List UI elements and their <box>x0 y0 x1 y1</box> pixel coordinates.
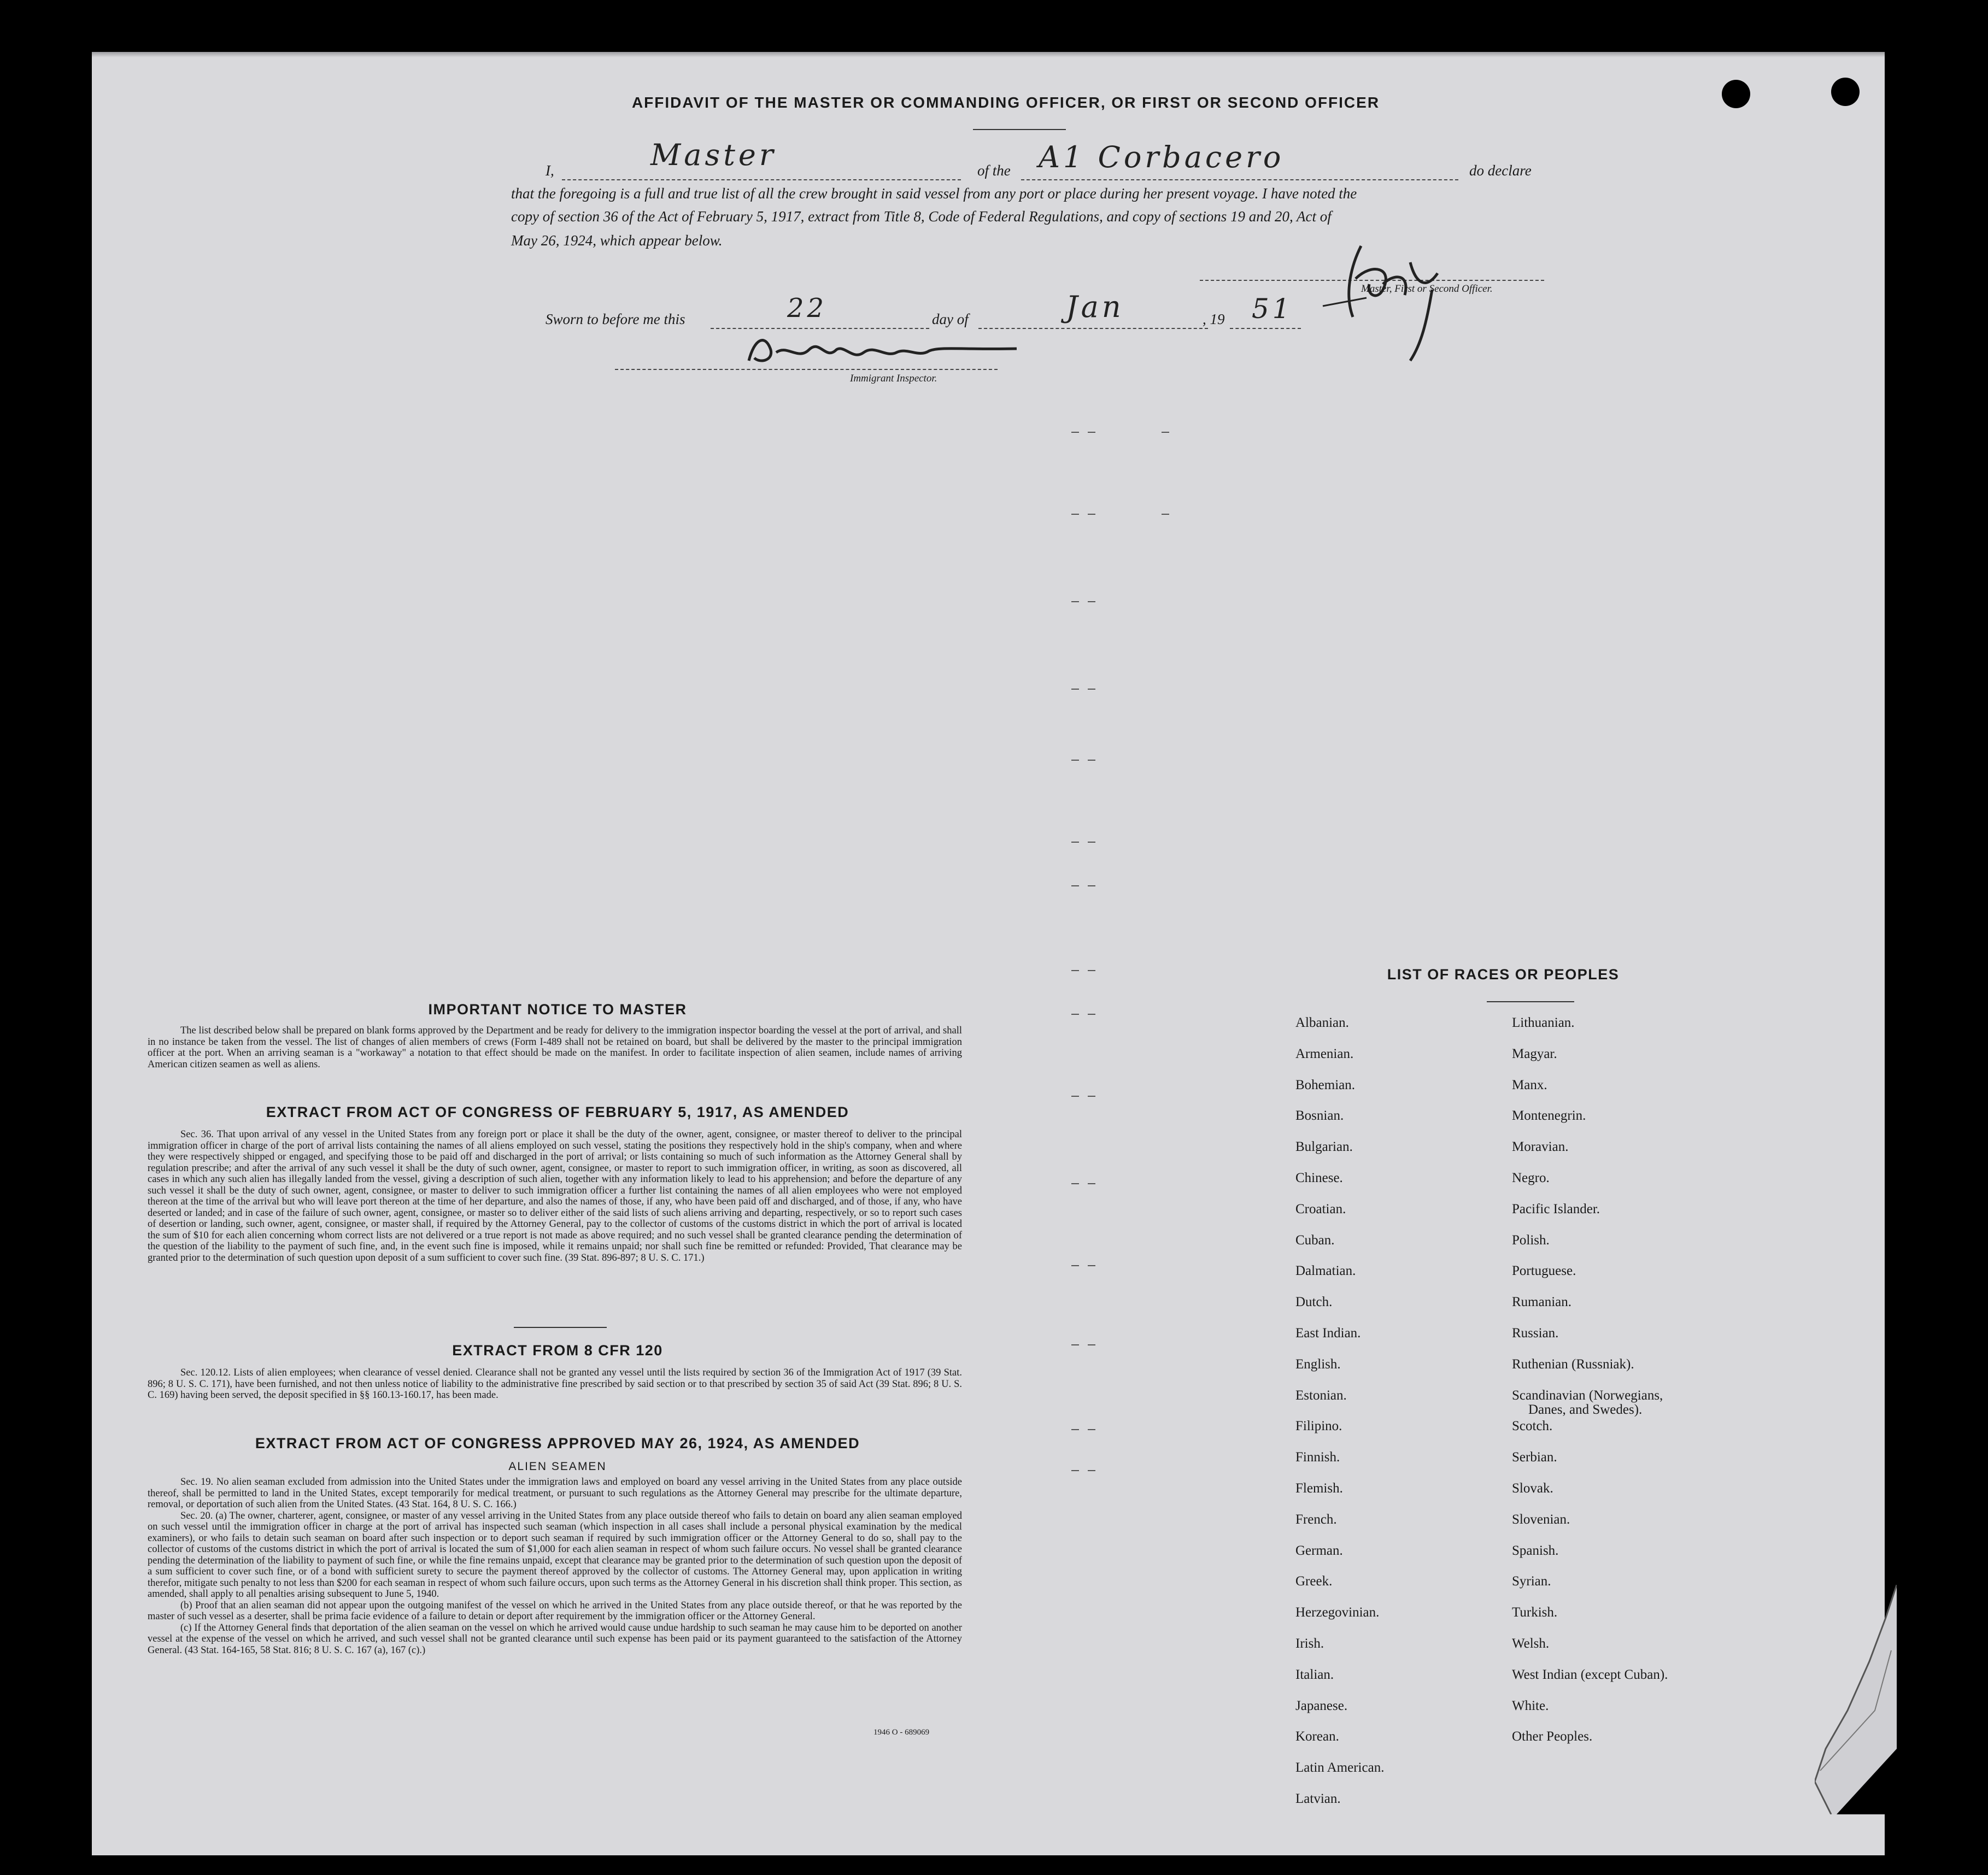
race-item: Welsh. <box>1512 1636 1550 1651</box>
column-tick <box>1071 1183 1079 1184</box>
extract-1924-subtitle: ALIEN SEAMEN <box>508 1460 607 1473</box>
race-item: Finnish. <box>1295 1450 1340 1465</box>
punch-hole <box>1892 278 1921 306</box>
sworn-day: 22 <box>787 293 828 324</box>
section-20a-paragraph: Sec. 20. (a) The owner, charterer, agent, consignee, or master of any vessel arriving in the United States from any place outside thereof who fails to detain on board any alien seaman employed on such vessel until the immigration officer in charge at the port of arrival has inspected such seaman (which inspection in all cases shall include a personal physical examination by the medical examiners), or who fails to detain such seaman on board after such inspection or to deport such seaman if required by such immigration officer or the Attorney General to do so, shall pay to the collector of customs of the customs district in which the port of arrival is located the sum of $1,000 for each alien seaman in respect of whom such failure occurs. No vessel shall be granted clearance pending the determination of the liability to payment of such fine, or while the fine remains unpaid, except that clearance may be granted prior to the determination of such question upon the deposit of a sum sufficient to cover such fine, or of a bond with sufficient surety to secure the payment thereof approved by the collector of customs. The Attorney General may, upon application in writing therefor, mitigate such penalty to not less than $200 for each seaman in respect of whom such failure occurs, upon such terms as the Attorney General in his discretion shall think proper. This section, as amended, shall apply to all penalties arising subsequent to June 5, 1940. <box>148 1510 962 1600</box>
notice-title: IMPORTANT NOTICE TO MASTER <box>428 1001 687 1018</box>
column-tick <box>1088 1429 1095 1430</box>
race-item: German. <box>1295 1543 1343 1558</box>
printer-mark: 1946 O - 689069 <box>873 1728 930 1737</box>
race-item: Slovak. <box>1512 1481 1553 1496</box>
column-tick <box>1088 1014 1095 1015</box>
declarant-handwritten: Master <box>650 138 777 172</box>
race-item: Japanese. <box>1295 1698 1348 1713</box>
column-tick <box>1088 1096 1095 1097</box>
race-item: Albanian. <box>1295 1015 1349 1030</box>
sworn-mid: day of <box>932 311 969 327</box>
punch-hole <box>1892 1514 1921 1542</box>
race-item: Danes, and Swedes). <box>1528 1402 1643 1417</box>
column-tick <box>1162 514 1169 515</box>
races-title: LIST OF RACES OR PEOPLES <box>1387 966 1620 983</box>
race-item: Greek. <box>1295 1574 1333 1589</box>
race-item: Armenian. <box>1295 1046 1354 1061</box>
race-item: English. <box>1295 1356 1341 1372</box>
folded-corner <box>1815 1585 1897 1814</box>
punch-hole <box>1892 642 1921 671</box>
affidavit-body-line4: May 26, 1924, which appear below. <box>511 232 723 249</box>
section-19-paragraph: Sec. 19. No alien seaman excluded from admission into the United States under the immigration laws and employed on board any vessel arriving in the United States from any place outside thereof, shall be permitted to land in the United States, except temporarily for medical treatment, or pursuant to such regulations as the Attorney General may prescribe for the ultimate departure, removal, or deportation of such alien from the United States. (43 Stat. 164, 8 U. S. C. 166.) <box>148 1477 962 1510</box>
race-item: Slovenian. <box>1512 1512 1570 1527</box>
column-tick <box>1088 514 1095 515</box>
page-top-edge <box>92 52 1885 57</box>
race-item: East Indian. <box>1295 1326 1361 1341</box>
affidavit-line1-prefix: I, <box>546 162 554 179</box>
race-item: Lithuanian. <box>1512 1015 1575 1030</box>
column-tick <box>1088 432 1095 433</box>
inspector-signature-line <box>615 369 998 370</box>
race-item: Russian. <box>1512 1326 1559 1341</box>
section-120-12-paragraph: Sec. 120.12. Lists of alien employees; when clearance of vessel denied. Clearance shall not be granted any vessel until the lists required by section 36 of the Immigration Act of 1917 (39 Stat. 896; 8 U. S. C. 171), have been furnished, and not then unless notice of liability to the administrative fine prescribed by said section or to that prescribed by section 35 of said Act (39 Stat. 896; 8 U. S. C. 169) having been served, the deposit specified in §§ 160.13-160.17, has been made. <box>148 1367 962 1401</box>
punch-hole <box>1892 1242 1921 1270</box>
extract-cfr-title: EXTRACT FROM 8 CFR 120 <box>452 1342 663 1359</box>
race-item: Cuban. <box>1295 1232 1335 1248</box>
column-tick <box>1071 1096 1079 1097</box>
declarant-blank <box>562 179 961 180</box>
column-tick <box>1088 1265 1095 1266</box>
race-item: Irish. <box>1295 1636 1324 1651</box>
column-tick <box>1071 885 1079 886</box>
race-item: Bulgarian. <box>1295 1139 1353 1155</box>
column-tick <box>1071 689 1079 690</box>
race-item: Scandinavian (Norwegians, <box>1512 1388 1663 1403</box>
affidavit-title: AFFIDAVIT OF THE MASTER OR COMMANDING OFFICER, OR FIRST OR SECOND OFFICER <box>631 94 1380 111</box>
race-item: Manx. <box>1512 1077 1547 1092</box>
section-36-paragraph: Sec. 36. That upon arrival of any vessel in the United States from any foreign port or place it shall be the duty of the owner, agent, consignee, or master thereof to deliver to the principal immigration officer in charge of the port of arrival lists containing the names of all aliens employed on such vessel, stating the positions they respectively hold in the ship's company, when and where they were respectively shipped or engaged, and specifying those to be paid off and discharged in the port of arrival; or lists containing so much of such information as the Attorney General shall by regulation prescribe; and after the arrival of any such vessel it shall be the duty of such owner, agent, consignee, or master to report to such immigration officer, in writing, as soon as discovered, all cases in which any such alien has illegally landed from the vessel, giving a description of such alien, together with any information likely to lead to his apprehension; and before the departure of any such vessel it shall be the duty of such owner, agent, consignee, or master to deliver to such immigration officer a further list containing the names of all alien employees who were not employed thereon at the time of the arrival but who will leave port thereon at the time of her departure, and also the names of those, if any, who have been paid off and discharged, and of those, if any, who have deserted or landed; and in case of the failure of such owner, agent, consignee, or master so to deliver either of the said lists of such aliens arriving and departing, respectively, or so to report such cases of desertion or landing, such owner, agent, consignee, or master shall, if required by the Attorney General, pay to the collector of customs of the customs district in which the port of arrival is located the sum of $10 for each alien concerning whom correct lists are not delivered or a true report is not made as above required; and no such vessel shall be granted clearance pending the determination of the question of the liability to the payment of such fine, and, in the event such fine is imposed, while it remains unpaid; nor shall such fine be remitted or refunded: Provided, That clearance may be granted prior to the determination of such question upon deposit of a sum sufficient to cover such fine. (39 Stat. 896-897; 8 U. S. C. 171.) <box>148 1129 962 1263</box>
extract-1924-title: EXTRACT FROM ACT OF CONGRESS APPROVED MAY 26, 1924, AS AMENDED <box>255 1435 860 1451</box>
affidavit-body-line3: copy of section 36 of the Act of February 5, 1917, extract from Title 8, Code of Federal Regulations, and copy of sections 19 and 20, Act of <box>511 208 1332 225</box>
punch-hole <box>1831 78 1860 106</box>
race-item: Latin American. <box>1295 1760 1385 1776</box>
races-title-underline <box>1487 1001 1574 1002</box>
race-item: Syrian. <box>1512 1574 1551 1589</box>
punch-hole <box>1892 1151 1921 1179</box>
vessel-handwritten: A1 Corbacero <box>1039 140 1285 174</box>
column-tick <box>1088 1344 1095 1345</box>
column-tick <box>1088 1183 1095 1184</box>
section-20c-paragraph: (c) If the Attorney General finds that deportation of the alien seaman on the vessel on which he arrived would cause undue hardship to such seaman he may cause him to be deported on another vessel at the expense of the vessel on which he arrived, and such vessel shall not be granted clearance until such expense has been paid or its payment guaranteed to the satisfaction of the Attorney General. (43 Stat. 164-165, 58 Stat. 816; 8 U. S. C. 167 (a), 167 (c).) <box>148 1622 962 1656</box>
column-tick <box>1071 1014 1079 1015</box>
column-tick <box>1071 970 1079 971</box>
race-item: French. <box>1295 1512 1337 1527</box>
title-underline <box>973 129 1066 130</box>
section-20b-paragraph: (b) Proof that an alien seaman did not appear upon the outgoing manifest of the vessel on which he arrived in the United States from any place outside thereof, or that he was reported by the master of such vessel as a deserter, shall be prima facie evidence of a failure to detain or deport after requirement by the immigration officer or the Attorney General. <box>148 1600 962 1622</box>
column-tick <box>1088 1470 1095 1471</box>
column-tick <box>1088 760 1095 761</box>
race-item: Spanish. <box>1512 1543 1559 1558</box>
race-item: Rumanian. <box>1512 1295 1572 1310</box>
race-item: Scotch. <box>1512 1419 1553 1434</box>
race-item: Dalmatian. <box>1295 1263 1356 1279</box>
column-tick <box>1071 1344 1079 1345</box>
punch-hole <box>1892 546 1921 575</box>
affidavit-body-line2: that the foregoing is a full and true list of all the crew brought in said vessel from any port or place during her present voyage. I have noted the <box>511 185 1357 202</box>
sworn-year-blank <box>1230 328 1301 329</box>
punch-hole <box>1722 80 1750 108</box>
punch-hole <box>1892 186 1921 214</box>
race-item: White. <box>1512 1698 1549 1713</box>
race-item: Ruthenian (Russniak). <box>1512 1356 1634 1372</box>
race-item: Flemish. <box>1295 1481 1343 1496</box>
column-tick <box>1162 432 1169 433</box>
race-item: Polish. <box>1512 1232 1550 1248</box>
race-item: Bosnian. <box>1295 1108 1344 1124</box>
column-tick <box>1088 689 1095 690</box>
extract-1917-body <box>148 1129 962 1263</box>
race-item: Negro. <box>1512 1171 1550 1185</box>
signature-caption: Master, First or Second Officer. <box>1361 283 1493 295</box>
column-tick <box>1071 842 1079 843</box>
column-tick <box>1071 1470 1079 1471</box>
section-divider <box>514 1327 607 1328</box>
extract-1924-body <box>148 1477 962 1656</box>
column-tick <box>1071 601 1079 602</box>
race-item: Montenegrin. <box>1512 1108 1586 1124</box>
column-tick <box>1088 970 1095 971</box>
race-item: Other Peoples. <box>1512 1729 1593 1744</box>
race-item: Filipino. <box>1295 1419 1342 1434</box>
notice-body <box>148 1025 962 1070</box>
race-item: Estonian. <box>1295 1388 1347 1403</box>
race-item: Portuguese. <box>1512 1263 1576 1279</box>
inspector-caption: Immigrant Inspector. <box>850 373 937 384</box>
column-tick <box>1071 760 1079 761</box>
column-tick <box>1088 842 1095 843</box>
vessel-blank <box>1021 179 1458 180</box>
race-item: Dutch. <box>1295 1295 1333 1310</box>
race-item: Bohemian. <box>1295 1077 1356 1092</box>
race-item: Korean. <box>1295 1729 1339 1744</box>
master-signature <box>1301 230 1476 372</box>
sworn-year: 51 <box>1252 293 1293 325</box>
race-item: Chinese. <box>1295 1171 1343 1185</box>
race-item: West Indian (except Cuban). <box>1512 1667 1668 1682</box>
column-tick <box>1088 601 1095 602</box>
column-tick <box>1071 1429 1079 1430</box>
race-item: Turkish. <box>1512 1605 1558 1620</box>
affidavit-line1-suffix: do declare <box>1469 162 1532 179</box>
inspector-signature <box>743 328 1028 372</box>
sworn-prefix: Sworn to before me this <box>546 311 685 327</box>
race-item: Magyar. <box>1512 1046 1557 1061</box>
column-tick <box>1071 514 1079 515</box>
affidavit-line1-mid: of the <box>977 162 1011 179</box>
column-tick <box>1088 885 1095 886</box>
column-tick <box>1071 432 1079 433</box>
race-item: Croatian. <box>1295 1201 1346 1216</box>
race-item: Latvian. <box>1295 1791 1341 1806</box>
race-item: Italian. <box>1295 1667 1334 1682</box>
race-item: Moravian. <box>1512 1139 1569 1155</box>
extract-1917-title: EXTRACT FROM ACT OF CONGRESS OF FEBRUARY 5, 1917, AS AMENDED <box>266 1104 849 1120</box>
sworn-month: Jan <box>1066 290 1124 324</box>
column-tick <box>1071 1265 1079 1266</box>
notice-paragraph: The list described below shall be prepared on blank forms approved by the Department and be ready for delivery to the immigration inspector boarding the vessel at the port of arrival, and shall in no instance be taken from the vessel. The list of changes of alien members of crews (Form I-489 shall not be retained on board, but shall be delivered by the master to the principal immigration officer at the port. When an arriving seaman is a "workaway" a notation to that effect should be made on the manifest. In order to facilitate inspection of alien seamen, include names of arriving American citizen seamen as well as aliens. <box>148 1025 962 1070</box>
extract-cfr-body <box>148 1367 962 1401</box>
race-item: Serbian. <box>1512 1450 1557 1465</box>
race-item: Pacific Islander. <box>1512 1201 1600 1216</box>
race-item: Herzegovinian. <box>1295 1605 1380 1620</box>
sworn-year-prefix: , 19 <box>1203 311 1225 327</box>
